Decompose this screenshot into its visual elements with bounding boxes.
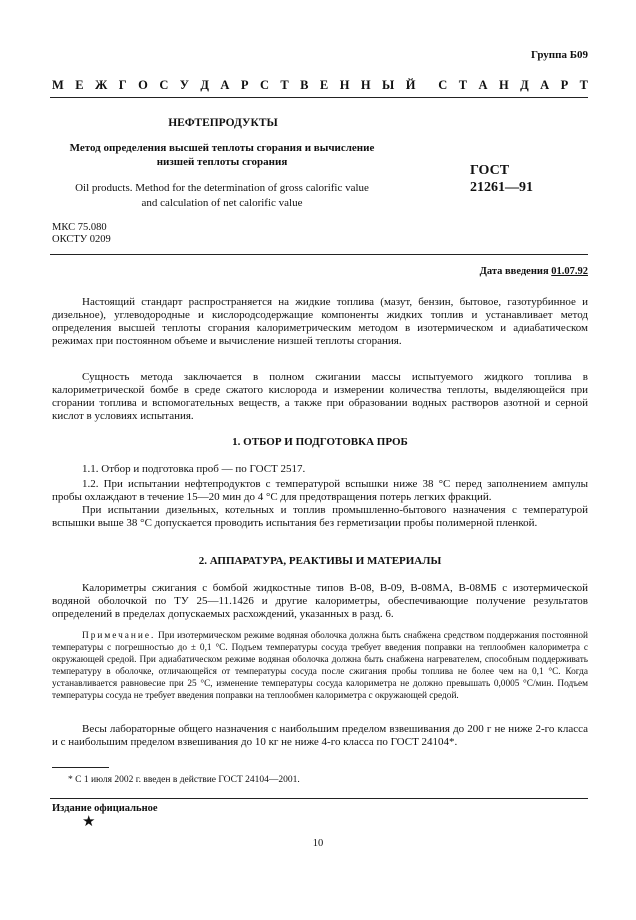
paragraph-scope: Настоящий стандарт распространяется на жидкие топлива (мазут, бензин, бытовое, газотурбинное и дизельное), углеводородные и кислородсодержащие компоненты жидких топлив и устанавливает метод определения высшей теплоты сгорания калориметрическим методом в изотермическом и адиабатическом режимах при постоянном объеме и вычисление низшей теплоты сгорания. <box>52 296 588 347</box>
english-title-line: and calculation of net calorific value <box>141 197 303 209</box>
gost-designation <box>470 162 533 196</box>
section-2-heading: 2. АППАРАТУРА, РЕАКТИВЫ И МАТЕРИАЛЫ <box>198 555 442 567</box>
banner-letter: Ы <box>382 78 395 92</box>
gost-label: ГОСТ <box>470 163 510 178</box>
banner-letter: Н <box>339 78 350 92</box>
english-title <box>52 181 392 211</box>
group-code: Группа Б09 <box>531 49 588 61</box>
official-edition: Издание официальное <box>52 803 158 814</box>
banner-letter: А <box>220 78 230 92</box>
footnote-rule <box>52 767 109 768</box>
star-icon: ★ <box>82 814 96 830</box>
banner-letter: Е <box>319 78 329 92</box>
note <box>52 630 588 702</box>
note-label: Примечание. <box>82 631 156 641</box>
banner-letter: Р <box>240 78 249 92</box>
banner-letter: Д <box>200 78 209 92</box>
clause-1-2: 1.2. При испытании нефтепродуктов с температурой вспышки ниже 38 °С перед заполнением ампулы пробы охлаждают в течение 15—20 мин до 4 °С для предотвращения потерь легких фракций. <box>52 478 588 503</box>
mks-code: МКС 75.080 <box>52 222 107 233</box>
subtitle-line: низшей теплоты сгорания <box>156 156 288 168</box>
footer-rule <box>50 798 588 799</box>
banner-letter: У <box>179 78 189 92</box>
banner-letter: М <box>52 78 64 92</box>
banner-letter: С <box>159 78 169 92</box>
banner-letter: В <box>300 78 309 92</box>
banner-letter: А <box>478 78 488 92</box>
classification-codes <box>52 222 111 246</box>
apparatus-calorimeters: Калориметры сжигания с бомбой жидкостные типов В-08, В-09, В-08МА, В-08МБ с изотермической водяной оболочкой по ТУ 25—11.1426 и другие калориметры, обеспечивающие получение результатов определений в пределах допускаемых расхождений, указанных в разд. 6. <box>52 582 588 620</box>
banner-letter: С <box>259 78 269 92</box>
banner-letter: С <box>438 78 448 92</box>
apparatus-scales: Весы лабораторные общего назначения с наибольшим пределом взвешивания до 200 г не ниже 2-го класса и с наибольшим пределом взвешивания до 10 кг не ниже 4-го класса по ГОСТ 24104*. <box>52 723 588 748</box>
section-1-heading: 1. ОТБОР И ПОДГОТОВКА ПРОБ <box>232 436 408 448</box>
subtitle-line: Метод определения высшей теплоты сгорания и вычисление <box>69 142 375 154</box>
banner-letter: Е <box>75 78 84 92</box>
page-number: 10 <box>312 838 324 849</box>
clause-1-2-cont: При испытании дизельных, котельных и топлив промышленно-бытового назначения с температурой вспышки выше 38 °С допускается проводить испытания без герметизации пробы полимерной пленкой. <box>52 504 588 529</box>
banner-rule <box>50 97 588 98</box>
banner-letter: Т <box>280 78 289 92</box>
banner-letter: Т <box>458 78 468 92</box>
banner-letter: Р <box>560 78 569 92</box>
banner-letter: Й <box>405 78 416 92</box>
banner-letter: Н <box>498 78 509 92</box>
document-subtitle <box>52 141 392 169</box>
clause-1-1: 1.1. Отбор и подготовка проб — по ГОСТ 2517. <box>82 463 306 475</box>
banner-letter: Г <box>118 78 127 92</box>
banner-letter: Ж <box>95 78 108 92</box>
note-text: При изотермическом режиме водяная оболочка должна быть снабжена средством поддержания постоянной температуры с погрешностью до ± 0,1 °С. Подъем температуры сосуда требует введения поправки на теплообмен калориметра с окружающей средой. При адиабатическом режиме водяная оболочка должна быть снабжена нагревателем, способным поддерживать температуру в оболочке, отличающейся от температуры сосуда после сжигания пробы топлива не более чем на 0,1 °С. Когда устанавливается равновесие при 25 °С, изменение температуры сосуда калориметра не должно превышать 0,0005 °С/мин. Подъем температуры сосуда не требует введения поправки на теплообмен калориметра с окружающей средой. <box>52 631 588 701</box>
gost-number: 21261—91 <box>470 180 533 195</box>
intro-date-label: Дата введения <box>479 266 552 277</box>
english-title-line: Oil products. Method for the determination of gross calorific value <box>75 182 369 194</box>
paragraph-essence: Сущность метода заключается в полном сжигании массы испытуемого жидкого топлива в калориметрической бомбе в среде сжатого кислорода и измерении количества теплоты, выделяющейся при сгорании топлива и вспомогательных веществ, а также при образовании водных растворов азотной и серной кислот в условиях испытания. <box>52 371 588 422</box>
banner-letter: О <box>138 78 148 92</box>
banner-letter: А <box>540 78 550 92</box>
standard-banner <box>52 78 588 93</box>
intro-date-value: 01.07.92 <box>551 266 588 277</box>
intro-date <box>480 266 588 277</box>
banner-letter: Н <box>360 78 371 92</box>
okstu-code: ОКСТУ 0209 <box>52 234 111 245</box>
banner-letter: Т <box>579 78 588 92</box>
header-rule <box>50 254 588 255</box>
banner-letter: Д <box>520 78 529 92</box>
document-title: НЕФТЕПРОДУКТЫ <box>168 117 278 129</box>
footnote: * С 1 июля 2002 г. введен в действие ГОСТ 24104—2001. <box>68 775 300 785</box>
